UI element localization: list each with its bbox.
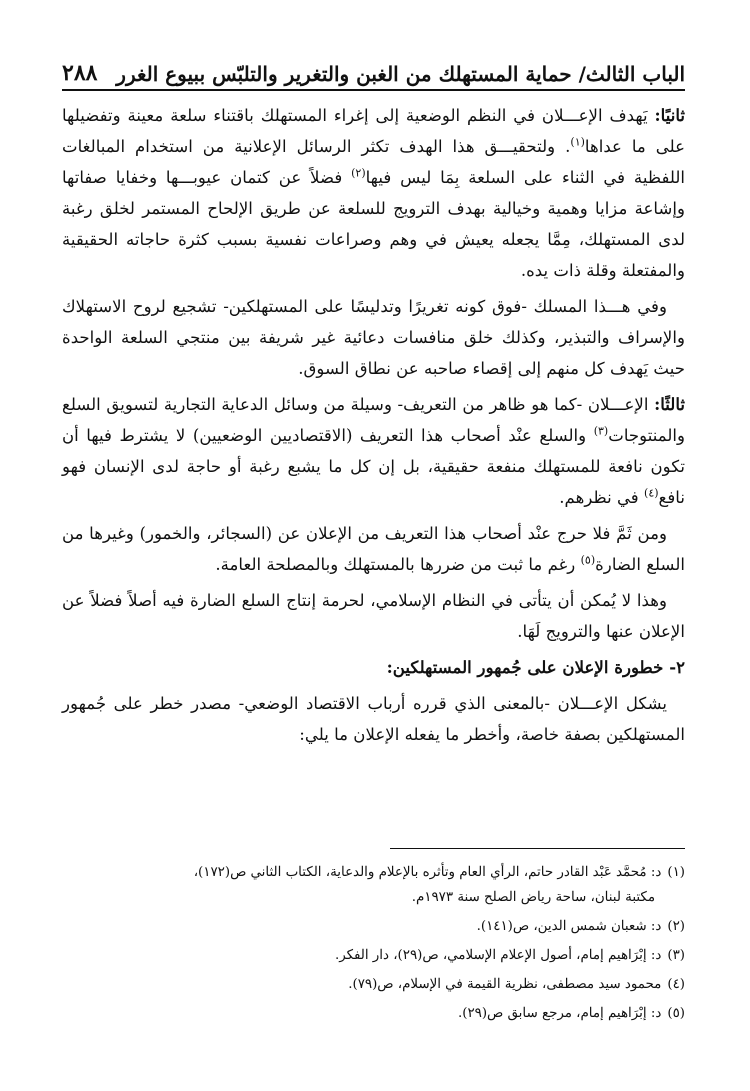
footnote-text: د: مُحمَّد عَبْد القادر حاتم، الرأي العام وتأثره بالإعلام والدعاية، الكتاب الثاني ص(١٧٢)، — [193, 865, 662, 880]
paragraph-text: . ولتحقيـــق هذا الهدف تكثر الرسائل الإعلانية من استخدام المبالغات اللفظية في الثناء على السلعة بِمَا ليس فيها — [62, 137, 686, 187]
footnote-ref: (٣) — [593, 424, 609, 438]
running-title: الباب الثالث/ حماية المستهلك من الغبن والتغرير والتلبّس ببيوع الغرر — [116, 62, 685, 86]
footnote-number: (١) — [667, 865, 685, 880]
footnote-continuation: مكتبة لبنان، ساحة رياض الصلح سنة ١٩٧٣م. — [411, 890, 655, 905]
footnote-number: (٥) — [667, 1006, 685, 1021]
point-label: ثانيًا: — [654, 105, 685, 125]
point-label: ثالثًا: — [654, 394, 685, 414]
paragraph-harmful-goods — [62, 518, 685, 580]
footnote-ref: (٢) — [351, 166, 366, 180]
paragraph-text: يَهدف الإعـــلان في النظم الوضعية إلى إغراء المستهلك باقتناء سلعة معينة وتفضيلها على ما عداها — [62, 106, 685, 156]
main-text — [62, 100, 685, 755]
footnote-text: محمود سيد مصطفى، نظرية القيمة في الإسلام، ص(٧٩). — [348, 977, 662, 992]
paragraph-danger: يشكل الإعـــلان -بالمعنى الذي قرره أرباب الاقتصاد الوضعي- مصدر خطر على جُمهور المستهلكين بصفة خاصة، وأخطر ما يفعله الإعلان ما يلي: — [62, 694, 685, 744]
footnote-text: د: إبْرَاهيم إمام، مرجع سابق ص(٢٩). — [457, 1006, 662, 1021]
paragraph-text: ومن ثَمَّ فلا حرج عنْد أصحاب هذا التعريف من الإعلان عن (السجائر، والخمور) وغيرها من السلع الضارة — [62, 524, 685, 574]
paragraph-text: الإعـــلان -كما هو ظاهر من التعريف- وسيلة من وسائل الدعاية التجارية لتسويق السلع والمنتوجات — [62, 395, 685, 445]
footnote-item — [62, 860, 685, 910]
footnote-number: (٤) — [667, 977, 685, 992]
page-number: ٢٨٨ — [62, 60, 98, 86]
footnote-text: د: إبْرَاهيم إمام، أصول الإعلام الإسلامي، ص(٢٩)، دار الفكر. — [334, 948, 662, 963]
page-header — [62, 56, 685, 91]
footnote-separator — [390, 848, 685, 849]
footnote-item — [62, 943, 685, 968]
paragraph-consumption: وفي هـــذا المسلك -فوق كونه تغريرًا وتدليسًا على المستهلكين- تشجيع لروح الاستهلاك والإسراف والتبذير، وكذلك خلق منافسات دعائية غير شريفة بين منتجي السلعة الواحدة حيث يَهدف كل منهم إلى إقصاء صاحبه عن نطاق السوق. — [62, 297, 685, 378]
section-heading: ٢- خطورة الإعلان على جُمهور المستهلكين: — [386, 657, 685, 677]
footnote-item — [62, 972, 685, 997]
footnote-number: (٢) — [667, 919, 685, 934]
footnote-ref: (٥) — [580, 553, 596, 567]
footnote-ref: (٤) — [644, 486, 659, 500]
paragraph-second-point — [62, 100, 685, 286]
footnote-item — [62, 1001, 685, 1026]
footnote-text: د: شعبان شمس الدين، ص(١٤١). — [476, 919, 662, 934]
paragraph-third-point — [62, 389, 685, 513]
paragraph-islamic-system: وهذا لا يُمكن أن يتأتى في النظام الإسلامي، لحرمة إنتاج السلع الضارة فيه أصلاً فضلاً عن الإعلان عنها والترويج لَهَا. — [62, 591, 685, 641]
footnote-item — [62, 914, 685, 939]
paragraph-text: فضلاً عن كتمان عيوبـــها وخفايا صفاتها وإشاعة مزايا وهمية وخيالية بهدف الترويج للسلعة عن طريق الإلحاح المستمر لخلق رغبة لدى المستهلك، مِمَّا يجعله يعيش في وهم وصراعات نفسية بسبب كثرة حاجاته الحقيقية والمفتعلة وقلة ذات يده. — [62, 168, 685, 280]
footnote-ref: (١) — [570, 135, 585, 149]
paragraph-text: في نظرهم. — [559, 488, 645, 507]
footnotes — [62, 856, 685, 1026]
footnote-number: (٣) — [667, 948, 685, 963]
paragraph-text: والسلع عنْد أصحاب هذا التعريف (الاقتصاديين الوضعيين) لا يشترط فيها أن تكون نافعة للمستهلك منفعة حقيقية، بل إن كل ما يشبع رغبة أو حاجة لدى الإنسان فهو نافع — [62, 426, 685, 507]
paragraph-text: رغم ما ثبت من ضررها بالمستهلك وبالمصلحة العامة. — [215, 555, 581, 574]
